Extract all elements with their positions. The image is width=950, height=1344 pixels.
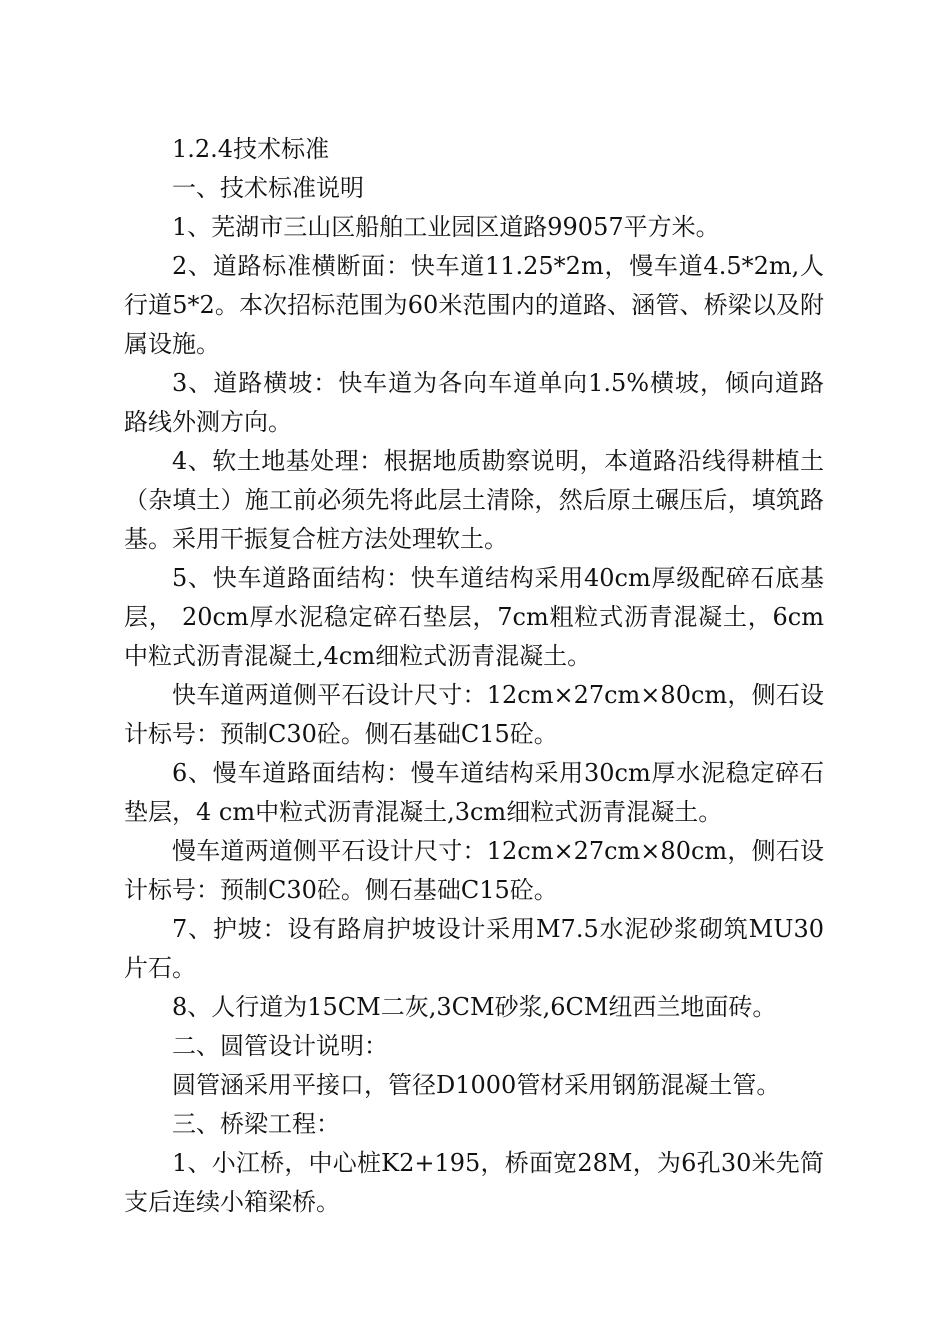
paragraph: 快车道两道侧平石设计尺寸：12cm×27cm×80cm，侧石设计标号：预制C30砼。侧石基础C15砼。 [124, 681, 824, 748]
paragraph: 3、道路横坡：快车道为各向车道单向1.5%横坡，倾向道路路线外测方向。 [124, 369, 824, 436]
subsection-heading: 二、圆管设计说明： [172, 1032, 388, 1060]
paragraph: 2、道路标准横断面：快车道11.25*2m，慢车道4.5*2m,人行道5*2。本次招标范围为60米范围内的道路、涵管、桥梁以及附属设施。 [124, 252, 824, 358]
paragraph: 1、芜湖市三山区船舶工业园区道路99057平方米。 [172, 213, 720, 241]
subsection-heading: 一、技术标准说明 [172, 174, 364, 202]
paragraph: 圆管涵采用平接口，管径D1000管材采用钢筋混凝土管。 [172, 1071, 781, 1099]
paragraph: 慢车道两道侧平石设计尺寸：12cm×27cm×80cm，侧石设计标号：预制C30砼。侧石基础C15砼。 [124, 837, 824, 904]
section-heading: 1.2.4技术标准 [172, 135, 330, 163]
paragraph: 4、软土地基处理：根据地质勘察说明，本道路沿线得耕植土（杂填土）施工前必须先将此层土清除，然后原土碾压后，填筑路基。采用干振复合桩方法处理软土。 [124, 447, 824, 553]
paragraph: 6、慢车道路面结构：慢车道结构采用30cm厚水泥稳定碎石垫层，4 cm中粒式沥青混凝土,3cm细粒式沥青混凝土。 [124, 759, 824, 826]
paragraph: 8、人行道为15CM二灰,3CM砂浆,6CM纽西兰地面砖。 [172, 993, 777, 1021]
document-body [124, 130, 824, 1222]
paragraph: 7、护坡：设有路肩护坡设计采用M7.5水泥砂浆砌筑MU30片石。 [124, 915, 824, 982]
paragraph: 1、小江桥，中心桩K2+195，桥面宽28M，为6孔30米先简支后连续小箱梁桥。 [124, 1149, 824, 1216]
paragraph: 5、快车道路面结构：快车道结构采用40cm厚级配碎石底基层， 20cm厚水泥稳定碎石垫层，7cm粗粒式沥青混凝土，6cm中粒式沥青混凝土,4cm细粒式沥青混凝土。 [124, 564, 824, 670]
subsection-heading: 三、桥梁工程： [172, 1110, 340, 1138]
